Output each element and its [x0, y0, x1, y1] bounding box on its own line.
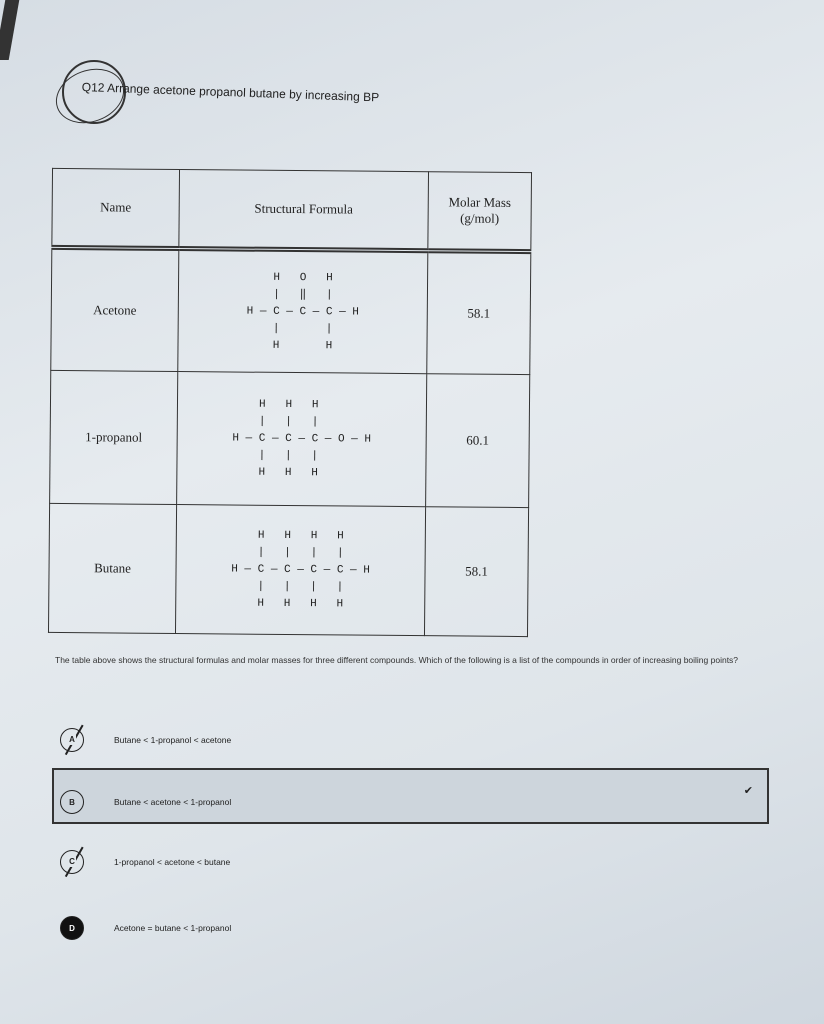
option-bubble [60, 728, 84, 752]
structural-formula: H H H H | | | | H — C — C — C — C — H | | | | H H H H [230, 528, 370, 610]
option-bubble [60, 916, 84, 940]
table-row [50, 370, 530, 507]
option-letter: A [69, 735, 75, 744]
option-d[interactable] [60, 916, 231, 940]
option-b[interactable] [60, 790, 231, 814]
question-header: Q12 Arrange acetone propanol butane by increasing BP [81, 80, 380, 105]
option-text: Acetone = butane < 1-propanol [114, 923, 232, 933]
compound-name: Acetone [51, 247, 179, 371]
formula-cell [177, 372, 427, 507]
molar-mass: 58.1 [427, 251, 531, 375]
formula-cell [175, 505, 425, 636]
header-molar-mass: Molar Mass (g/mol) [428, 172, 532, 252]
option-c[interactable] [60, 850, 230, 874]
molar-mass: 60.1 [426, 374, 530, 508]
compound-name: 1-propanol [50, 370, 178, 504]
option-letter: D [69, 923, 75, 933]
header-structural-formula: Structural Formula [179, 170, 429, 251]
question-text: The table above shows the structural formulas and molar masses for three different compounds. Which of the following is a list of the compounds in order of increasing boiling points? [55, 655, 739, 665]
compound-table [48, 168, 532, 637]
option-text: Butane < 1-propanol < acetone [114, 735, 232, 745]
option-letter: C [69, 857, 75, 866]
option-bubble [60, 790, 84, 814]
table-header-row [52, 168, 532, 251]
option-text: 1-propanol < acetone < butane [114, 857, 231, 867]
formula-cell [178, 249, 428, 374]
molar-mass: 58.1 [424, 507, 528, 637]
option-text: Butane < acetone < 1-propanol [114, 797, 232, 807]
compound-name: Butane [48, 503, 176, 633]
option-a[interactable] [60, 728, 231, 752]
structural-formula: H H H | | | H — C — C — C — O — H | | | H H H [232, 398, 372, 479]
structural-formula: H O H | ‖ | H — C — C — C — H | | H H [246, 271, 359, 352]
table-row [48, 503, 528, 636]
option-bubble [60, 850, 84, 874]
table-row [51, 247, 531, 374]
option-letter: B [69, 797, 75, 807]
check-icon: ✔ [743, 785, 753, 797]
header-name: Name [52, 168, 180, 248]
